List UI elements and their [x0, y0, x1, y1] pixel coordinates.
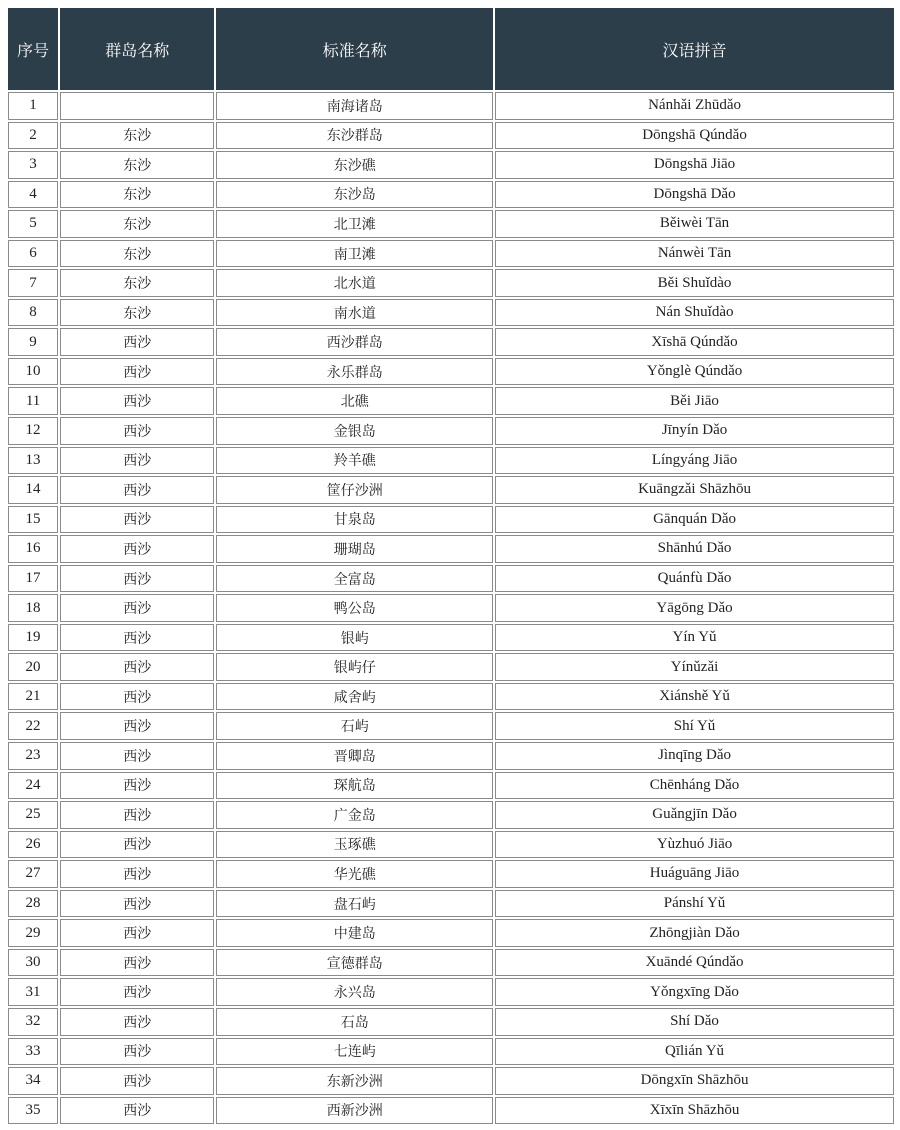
cell-group-name: 西沙 — [60, 1097, 214, 1125]
table-row — [8, 978, 894, 1006]
table-row — [8, 299, 894, 327]
cell-group-name: 西沙 — [60, 447, 214, 475]
cell-pinyin: Dōngxīn Shāzhōu — [495, 1067, 894, 1095]
cell-group-name: 西沙 — [60, 358, 214, 386]
cell-standard-name: 东新沙洲 — [216, 1067, 493, 1095]
cell-pinyin: Yǒnglè Qúndǎo — [495, 358, 894, 386]
cell-group-name: 东沙 — [60, 299, 214, 327]
cell-group-name: 西沙 — [60, 831, 214, 859]
cell-index: 7 — [8, 269, 58, 297]
cell-pinyin: Jīnyín Dǎo — [495, 417, 894, 445]
cell-standard-name: 羚羊礁 — [216, 447, 493, 475]
table-row — [8, 210, 894, 238]
cell-standard-name: 石屿 — [216, 712, 493, 740]
cell-index: 32 — [8, 1008, 58, 1036]
cell-group-name: 西沙 — [60, 801, 214, 829]
cell-standard-name: 全富岛 — [216, 565, 493, 593]
cell-standard-name: 东沙岛 — [216, 181, 493, 209]
cell-pinyin: Dōngshā Dǎo — [495, 181, 894, 209]
cell-standard-name: 南水道 — [216, 299, 493, 327]
cell-standard-name: 金银岛 — [216, 417, 493, 445]
table-row — [8, 801, 894, 829]
table-row — [8, 653, 894, 681]
table-row — [8, 417, 894, 445]
cell-standard-name: 银屿仔 — [216, 653, 493, 681]
cell-standard-name: 南海诸岛 — [216, 92, 493, 120]
cell-standard-name: 北礁 — [216, 387, 493, 415]
table-row — [8, 151, 894, 179]
table-row — [8, 624, 894, 652]
cell-standard-name: 东沙礁 — [216, 151, 493, 179]
cell-standard-name: 七连屿 — [216, 1038, 493, 1066]
table-body — [8, 92, 894, 1124]
cell-standard-name: 永乐群岛 — [216, 358, 493, 386]
cell-index: 1 — [8, 92, 58, 120]
cell-index: 34 — [8, 1067, 58, 1095]
table-row — [8, 860, 894, 888]
cell-index: 26 — [8, 831, 58, 859]
cell-standard-name: 筐仔沙洲 — [216, 476, 493, 504]
cell-standard-name: 华光礁 — [216, 860, 493, 888]
cell-standard-name: 银屿 — [216, 624, 493, 652]
cell-standard-name: 东沙群岛 — [216, 122, 493, 150]
cell-group-name: 东沙 — [60, 269, 214, 297]
cell-group-name: 西沙 — [60, 1038, 214, 1066]
cell-group-name: 东沙 — [60, 181, 214, 209]
cell-standard-name: 珊瑚岛 — [216, 535, 493, 563]
cell-pinyin: Pánshí Yǔ — [495, 890, 894, 918]
cell-group-name: 西沙 — [60, 594, 214, 622]
cell-group-name: 西沙 — [60, 978, 214, 1006]
cell-pinyin: Shí Yǔ — [495, 712, 894, 740]
cell-index: 33 — [8, 1038, 58, 1066]
table-row — [8, 269, 894, 297]
cell-standard-name: 西新沙洲 — [216, 1097, 493, 1125]
header-standard-name: 标准名称 — [216, 8, 493, 90]
cell-standard-name: 石岛 — [216, 1008, 493, 1036]
cell-index: 22 — [8, 712, 58, 740]
cell-pinyin: Dōngshā Jiāo — [495, 151, 894, 179]
cell-group-name: 东沙 — [60, 122, 214, 150]
cell-index: 21 — [8, 683, 58, 711]
cell-index: 31 — [8, 978, 58, 1006]
cell-group-name: 西沙 — [60, 565, 214, 593]
cell-index: 2 — [8, 122, 58, 150]
cell-index: 8 — [8, 299, 58, 327]
cell-index: 18 — [8, 594, 58, 622]
cell-index: 20 — [8, 653, 58, 681]
cell-index: 17 — [8, 565, 58, 593]
cell-group-name: 西沙 — [60, 683, 214, 711]
cell-group-name — [60, 92, 214, 120]
cell-pinyin: Xīshā Qúndǎo — [495, 328, 894, 356]
cell-pinyin: Yùzhuó Jiāo — [495, 831, 894, 859]
cell-group-name: 西沙 — [60, 387, 214, 415]
cell-pinyin: Xīxīn Shāzhōu — [495, 1097, 894, 1125]
cell-group-name: 西沙 — [60, 919, 214, 947]
cell-pinyin: Shí Dǎo — [495, 1008, 894, 1036]
cell-standard-name: 盘石屿 — [216, 890, 493, 918]
cell-index: 19 — [8, 624, 58, 652]
cell-index: 30 — [8, 949, 58, 977]
table-row — [8, 358, 894, 386]
cell-group-name: 西沙 — [60, 506, 214, 534]
table-row — [8, 772, 894, 800]
cell-group-name: 西沙 — [60, 476, 214, 504]
table-row — [8, 181, 894, 209]
cell-standard-name: 鸭公岛 — [216, 594, 493, 622]
cell-pinyin: Xiánshě Yǔ — [495, 683, 894, 711]
cell-pinyin: Yín Yǔ — [495, 624, 894, 652]
cell-pinyin: Yāgōng Dǎo — [495, 594, 894, 622]
cell-pinyin: Jìnqīng Dǎo — [495, 742, 894, 770]
cell-standard-name: 北水道 — [216, 269, 493, 297]
cell-pinyin: Gānquán Dǎo — [495, 506, 894, 534]
cell-pinyin: Yǒngxīng Dǎo — [495, 978, 894, 1006]
table-row — [8, 831, 894, 859]
cell-group-name: 东沙 — [60, 210, 214, 238]
table-row — [8, 387, 894, 415]
cell-pinyin: Běi Shuǐdào — [495, 269, 894, 297]
cell-group-name: 西沙 — [60, 653, 214, 681]
cell-group-name: 西沙 — [60, 949, 214, 977]
table-row — [8, 535, 894, 563]
cell-group-name: 东沙 — [60, 151, 214, 179]
cell-index: 14 — [8, 476, 58, 504]
cell-index: 9 — [8, 328, 58, 356]
cell-standard-name: 中建岛 — [216, 919, 493, 947]
cell-index: 25 — [8, 801, 58, 829]
cell-index: 28 — [8, 890, 58, 918]
cell-pinyin: Běi Jiāo — [495, 387, 894, 415]
table-row — [8, 712, 894, 740]
table-row — [8, 328, 894, 356]
cell-group-name: 西沙 — [60, 860, 214, 888]
cell-group-name: 西沙 — [60, 624, 214, 652]
table-row — [8, 240, 894, 268]
cell-pinyin: Zhōngjiàn Dǎo — [495, 919, 894, 947]
table-row — [8, 1038, 894, 1066]
cell-index: 3 — [8, 151, 58, 179]
cell-pinyin: Nán Shuǐdào — [495, 299, 894, 327]
cell-index: 35 — [8, 1097, 58, 1125]
header-pinyin: 汉语拼音 — [495, 8, 894, 90]
cell-standard-name: 北卫滩 — [216, 210, 493, 238]
cell-index: 4 — [8, 181, 58, 209]
cell-pinyin: Huáguāng Jiāo — [495, 860, 894, 888]
cell-group-name: 西沙 — [60, 772, 214, 800]
cell-standard-name: 甘泉岛 — [216, 506, 493, 534]
cell-index: 6 — [8, 240, 58, 268]
cell-index: 23 — [8, 742, 58, 770]
table-container — [6, 6, 896, 1126]
cell-pinyin: Xuāndé Qúndǎo — [495, 949, 894, 977]
table-row — [8, 949, 894, 977]
cell-group-name: 西沙 — [60, 890, 214, 918]
cell-index: 15 — [8, 506, 58, 534]
cell-pinyin: Qīlián Yǔ — [495, 1038, 894, 1066]
cell-group-name: 西沙 — [60, 712, 214, 740]
table-row — [8, 742, 894, 770]
cell-standard-name: 玉琢礁 — [216, 831, 493, 859]
table-row — [8, 92, 894, 120]
table-row — [8, 1097, 894, 1125]
cell-index: 13 — [8, 447, 58, 475]
cell-pinyin: Shānhú Dǎo — [495, 535, 894, 563]
cell-pinyin: Nánwèi Tān — [495, 240, 894, 268]
cell-index: 10 — [8, 358, 58, 386]
cell-group-name: 西沙 — [60, 417, 214, 445]
table-row — [8, 122, 894, 150]
cell-pinyin: Chēnháng Dǎo — [495, 772, 894, 800]
cell-group-name: 西沙 — [60, 1008, 214, 1036]
cell-index: 11 — [8, 387, 58, 415]
header-index: 序号 — [8, 8, 58, 90]
header-row — [8, 8, 894, 90]
cell-standard-name: 晋卿岛 — [216, 742, 493, 770]
cell-standard-name: 西沙群岛 — [216, 328, 493, 356]
table-row — [8, 447, 894, 475]
cell-standard-name: 永兴岛 — [216, 978, 493, 1006]
cell-group-name: 西沙 — [60, 328, 214, 356]
cell-standard-name: 琛航岛 — [216, 772, 493, 800]
cell-index: 5 — [8, 210, 58, 238]
table-header — [8, 8, 894, 90]
cell-group-name: 西沙 — [60, 742, 214, 770]
table-row — [8, 919, 894, 947]
cell-pinyin: Nánhǎi Zhūdǎo — [495, 92, 894, 120]
cell-group-name: 东沙 — [60, 240, 214, 268]
cell-index: 24 — [8, 772, 58, 800]
cell-standard-name: 咸舍屿 — [216, 683, 493, 711]
table-row — [8, 594, 894, 622]
cell-standard-name: 宣德群岛 — [216, 949, 493, 977]
cell-pinyin: Kuāngzǎi Shāzhōu — [495, 476, 894, 504]
table-row — [8, 1067, 894, 1095]
cell-group-name: 西沙 — [60, 535, 214, 563]
cell-pinyin: Běiwèi Tān — [495, 210, 894, 238]
cell-index: 16 — [8, 535, 58, 563]
cell-index: 29 — [8, 919, 58, 947]
cell-pinyin: Dōngshā Qúndǎo — [495, 122, 894, 150]
table-row — [8, 890, 894, 918]
cell-group-name: 西沙 — [60, 1067, 214, 1095]
table-row — [8, 1008, 894, 1036]
cell-index: 12 — [8, 417, 58, 445]
cell-pinyin: Língyáng Jiāo — [495, 447, 894, 475]
cell-pinyin: Yínǔzǎi — [495, 653, 894, 681]
table-row — [8, 506, 894, 534]
cell-standard-name: 南卫滩 — [216, 240, 493, 268]
cell-index: 27 — [8, 860, 58, 888]
cell-pinyin: Quánfù Dǎo — [495, 565, 894, 593]
island-names-table — [6, 6, 896, 1126]
cell-pinyin: Guǎngjīn Dǎo — [495, 801, 894, 829]
cell-standard-name: 广金岛 — [216, 801, 493, 829]
table-row — [8, 683, 894, 711]
table-row — [8, 565, 894, 593]
header-group-name: 群岛名称 — [60, 8, 214, 90]
table-row — [8, 476, 894, 504]
